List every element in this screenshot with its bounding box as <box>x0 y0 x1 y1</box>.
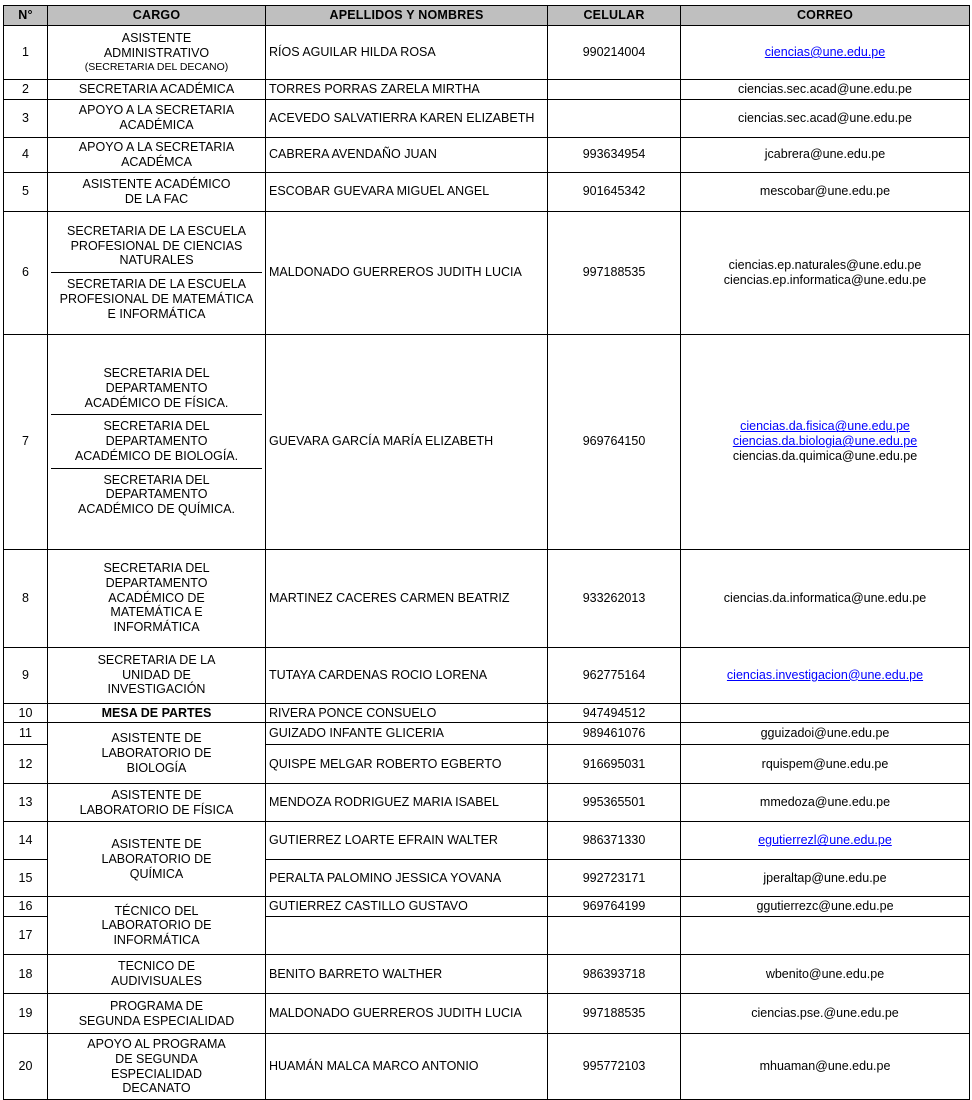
column-header-numero: N° <box>4 6 48 26</box>
cargo-line: DEPARTAMENTO <box>105 575 208 590</box>
column-header-correo: CORREO <box>681 6 970 26</box>
cell-correo <box>681 137 970 172</box>
cargo-line: SECRETARIA ACADÉMICA <box>78 81 235 96</box>
cell-correo <box>681 860 970 897</box>
cargo-line: INVESTIGACIÓN <box>107 682 206 697</box>
cargo-line: ASISTENTE DE <box>111 788 202 802</box>
cargo-line: ASISTENTE DE <box>111 837 202 852</box>
cargo-line: BIOLOGÍA <box>126 760 187 775</box>
cargo-line: DE LA FAC <box>124 191 189 206</box>
cargo-subcell: SECRETARIA DE LA ESCUELA PROFESIONAL DE MATEMÁTICA E INFORMÁTICA <box>51 272 262 325</box>
cell-numero: 5 <box>4 172 48 211</box>
cell-correo <box>681 745 970 784</box>
cargo-line: APOYO AL PROGRAMA <box>87 1037 226 1051</box>
cell-celular: 962775164 <box>548 647 681 703</box>
cell-apellidos-nombres: MARTINEZ CACERES CARMEN BEATRIZ <box>266 549 548 647</box>
table-row <box>4 25 970 79</box>
cell-apellidos-nombres: CABRERA AVENDAÑO JUAN <box>266 137 548 172</box>
cell-celular: 993634954 <box>548 137 681 172</box>
cell-apellidos-nombres <box>266 917 548 955</box>
cell-apellidos-nombres: GUTIERREZ CASTILLO GUSTAVO <box>266 897 548 917</box>
cargo-line: ASISTENTE ACADÉMICO <box>82 176 231 191</box>
cell-celular <box>548 917 681 955</box>
table-row <box>4 703 970 723</box>
cell-numero: 17 <box>4 917 48 955</box>
cell-numero: 20 <box>4 1034 48 1100</box>
cell-apellidos-nombres: RIVERA PONCE CONSUELO <box>266 703 548 723</box>
email-text: ggutierrezc@une.edu.pe <box>756 899 894 914</box>
cell-correo <box>681 784 970 822</box>
cell-numero: 3 <box>4 99 48 137</box>
email-text: jperaltap@une.edu.pe <box>763 870 887 885</box>
cell-numero: 13 <box>4 784 48 822</box>
cell-apellidos-nombres: GUEVARA GARCÍA MARÍA ELIZABETH <box>266 334 548 549</box>
cell-numero: 14 <box>4 822 48 860</box>
cargo-line: TÉCNICO DEL <box>114 903 199 918</box>
cell-apellidos-nombres: HUAMÁN MALCA MARCO ANTONIO <box>266 1034 548 1100</box>
table-row <box>4 822 970 860</box>
email-text: ciencias.pse.@une.edu.pe <box>751 1006 899 1021</box>
table-row <box>4 137 970 172</box>
cargo-subcell: SECRETARIA DEL DEPARTAMENTO ACADÉMICO DE QUÍMICA. <box>51 468 262 521</box>
cargo-line: ACADÉMICO DE <box>108 590 205 605</box>
cell-celular: 901645342 <box>548 172 681 211</box>
cell-numero: 15 <box>4 860 48 897</box>
cell-celular: 969764150 <box>548 334 681 549</box>
cell-cargo <box>48 955 266 994</box>
table-row <box>4 172 970 211</box>
email-text: gguizadoi@une.edu.pe <box>760 726 890 741</box>
email-text: ciencias.ep.naturales@une.edu.pe <box>728 257 922 272</box>
table-row <box>4 211 970 334</box>
cell-cargo <box>48 99 266 137</box>
cell-cargo <box>48 723 266 784</box>
cell-celular: 947494512 <box>548 703 681 723</box>
cell-cargo <box>48 647 266 703</box>
column-header-apellidos-nombres: APELLIDOS Y NOMBRES <box>266 6 548 26</box>
column-header-celular: CELULAR <box>548 6 681 26</box>
cargo-line: DECANATO <box>122 1081 191 1096</box>
cell-apellidos-nombres: GUTIERREZ LOARTE EFRAIN WALTER <box>266 822 548 860</box>
cargo-line: PROGRAMA DE <box>109 998 204 1013</box>
table-row <box>4 549 970 647</box>
cargo-line: QUÍMICA <box>129 866 184 881</box>
email-text: ciencias.da.quimica@une.edu.pe <box>732 448 918 463</box>
cell-numero: 4 <box>4 137 48 172</box>
cargo-note: (SECRETARIA DEL DECANO) <box>84 60 229 73</box>
cell-numero: 19 <box>4 994 48 1034</box>
cell-correo <box>681 647 970 703</box>
cargo-line: SECRETARIA DE LA <box>97 652 216 667</box>
table-row <box>4 647 970 703</box>
cell-cargo <box>48 784 266 822</box>
cell-apellidos-nombres: MENDOZA RODRIGUEZ MARIA ISABEL <box>266 784 548 822</box>
column-header-cargo: CARGO <box>48 6 266 26</box>
email-text: ciencias.sec.acad@une.edu.pe <box>738 81 912 96</box>
cell-correo <box>681 99 970 137</box>
cargo-line: INFORMÁTICA <box>113 933 200 947</box>
table-row <box>4 994 970 1034</box>
cargo-line: ASISTENTE <box>121 31 192 46</box>
cell-cargo <box>48 1034 266 1100</box>
cargo-subcell: SECRETARIA DEL DEPARTAMENTO ACADÉMICO DE FÍSICA. <box>84 366 229 410</box>
email-text: mmedoza@une.edu.pe <box>759 795 891 810</box>
cell-correo <box>681 1034 970 1100</box>
cargo-line: INFORMÁTICA <box>113 620 200 635</box>
email-text: ciencias.sec.acad@une.edu.pe <box>738 110 912 125</box>
email-text: ciencias.da.informatica@une.edu.pe <box>723 590 927 605</box>
cargo-subcell: SECRETARIA DEL DEPARTAMENTO ACADÉMICO DE BIOLOGÍA. <box>51 414 262 467</box>
table-row <box>4 334 970 549</box>
cell-correo <box>681 822 970 860</box>
cell-cargo <box>48 79 266 99</box>
cell-numero: 8 <box>4 549 48 647</box>
cargo-line: ASISTENTE DE <box>111 731 202 746</box>
cell-celular <box>548 79 681 99</box>
cell-correo <box>681 994 970 1034</box>
cargo-line: DE SEGUNDA <box>115 1051 198 1066</box>
cargo-line: APOYO A LA SECRETARIA <box>78 103 235 118</box>
table-row <box>4 99 970 137</box>
table-row <box>4 955 970 994</box>
cell-celular: 997188535 <box>548 994 681 1034</box>
table-row <box>4 79 970 99</box>
cell-apellidos-nombres: QUISPE MELGAR ROBERTO EGBERTO <box>266 745 548 784</box>
cell-cargo <box>48 549 266 647</box>
cell-correo <box>681 955 970 994</box>
cell-apellidos-nombres: RÍOS AGUILAR HILDA ROSA <box>266 25 548 79</box>
cell-celular: 986371330 <box>548 822 681 860</box>
cargo-line: LABORATORIO DE <box>101 851 212 866</box>
cell-apellidos-nombres: MALDONADO GUERREROS JUDITH LUCIA <box>266 211 548 334</box>
email-text: ciencias.ep.informatica@une.edu.pe <box>723 272 927 287</box>
cell-celular: 995365501 <box>548 784 681 822</box>
cell-apellidos-nombres: ACEVEDO SALVATIERRA KAREN ELIZABETH <box>266 99 548 137</box>
email-link[interactable]: ciencias@une.edu.pe <box>764 44 886 59</box>
cell-celular: 916695031 <box>548 745 681 784</box>
cargo-line: SEGUNDA ESPECIALIDAD <box>78 1013 235 1028</box>
cargo-line: ACADÉMICA <box>119 118 194 132</box>
cell-numero: 9 <box>4 647 48 703</box>
cargo-line: AUDIVISUALES <box>110 974 202 988</box>
cell-cargo <box>48 137 266 172</box>
cell-celular: 986393718 <box>548 955 681 994</box>
cell-numero: 10 <box>4 703 48 723</box>
cell-celular: 990214004 <box>548 25 681 79</box>
cell-cargo <box>48 897 266 955</box>
cell-apellidos-nombres: TUTAYA CARDENAS ROCIO LORENA <box>266 647 548 703</box>
cargo-line: LABORATORIO DE <box>101 745 212 760</box>
header-row <box>4 6 970 26</box>
email-link[interactable]: ciencias.da.biologia@une.edu.pe <box>732 434 918 449</box>
email-link[interactable]: egutierrezl@une.edu.pe <box>758 833 892 848</box>
email-text: rquispem@une.edu.pe <box>761 756 889 771</box>
cell-correo <box>681 25 970 79</box>
cell-numero: 18 <box>4 955 48 994</box>
cargo-line: UNIDAD DE <box>122 667 191 682</box>
cell-apellidos-nombres: MALDONADO GUERREROS JUDITH LUCIA <box>266 994 548 1034</box>
email-text: mhuaman@une.edu.pe <box>759 1059 891 1074</box>
cell-apellidos-nombres: BENITO BARRETO WALTHER <box>266 955 548 994</box>
cell-correo <box>681 917 970 955</box>
table-row <box>4 784 970 822</box>
cell-numero: 1 <box>4 25 48 79</box>
cargo-subcell: SECRETARIA DE LA ESCUELA PROFESIONAL DE CIENCIAS NATURALES <box>67 223 246 268</box>
cell-cargo <box>48 822 266 897</box>
cell-correo <box>681 79 970 99</box>
cell-correo <box>681 897 970 917</box>
cargo-line: MESA DE PARTES <box>101 705 212 720</box>
cell-celular: 995772103 <box>548 1034 681 1100</box>
cargo-line: LABORATORIO DE FÍSICA <box>79 802 234 817</box>
cell-numero: 16 <box>4 897 48 917</box>
cargo-line: ACADÉMCA <box>121 154 192 169</box>
email-link[interactable]: ciencias.investigacion@une.edu.pe <box>726 667 924 682</box>
email-link[interactable]: ciencias.da.fisica@une.edu.pe <box>740 419 910 434</box>
cell-correo <box>681 549 970 647</box>
cell-correo <box>681 703 970 723</box>
table-row <box>4 1034 970 1100</box>
cell-numero: 6 <box>4 211 48 334</box>
cell-apellidos-nombres: TORRES PORRAS ZARELA MIRTHA <box>266 79 548 99</box>
directory-table <box>3 5 970 1100</box>
cell-celular: 969764199 <box>548 897 681 917</box>
cell-numero: 11 <box>4 723 48 745</box>
cell-cargo <box>48 334 266 549</box>
cargo-line: LABORATORIO DE <box>101 918 212 933</box>
email-text: wbenito@une.edu.pe <box>765 966 885 981</box>
cargo-line: TECNICO DE <box>117 959 196 974</box>
cargo-line: SECRETARIA DEL <box>103 561 210 576</box>
cell-numero: 2 <box>4 79 48 99</box>
table-body <box>4 25 970 1099</box>
cell-celular: 933262013 <box>548 549 681 647</box>
cell-apellidos-nombres: PERALTA PALOMINO JESSICA YOVANA <box>266 860 548 897</box>
cargo-line: APOYO A LA SECRETARIA <box>78 139 235 154</box>
cell-correo <box>681 334 970 549</box>
cell-numero: 12 <box>4 745 48 784</box>
email-text: mescobar@une.edu.pe <box>759 184 891 199</box>
cell-cargo <box>48 172 266 211</box>
cargo-line: ADMINISTRATIVO <box>103 46 210 61</box>
cargo-line: MATEMÁTICA E <box>110 605 203 620</box>
cell-correo <box>681 723 970 745</box>
table-row <box>4 723 970 745</box>
table-header <box>4 6 970 26</box>
cell-celular: 989461076 <box>548 723 681 745</box>
cell-apellidos-nombres: GUIZADO INFANTE GLICERIA <box>266 723 548 745</box>
cell-celular <box>548 99 681 137</box>
cell-cargo <box>48 994 266 1034</box>
cell-cargo <box>48 703 266 723</box>
cell-apellidos-nombres: ESCOBAR GUEVARA MIGUEL ANGEL <box>266 172 548 211</box>
cell-correo <box>681 211 970 334</box>
cell-correo <box>681 172 970 211</box>
email-text: jcabrera@une.edu.pe <box>764 147 886 162</box>
table-row <box>4 897 970 917</box>
cell-cargo <box>48 211 266 334</box>
cell-numero: 7 <box>4 334 48 549</box>
cargo-line: ESPECIALIDAD <box>110 1066 202 1081</box>
cell-celular: 992723171 <box>548 860 681 897</box>
cell-celular: 997188535 <box>548 211 681 334</box>
cell-cargo <box>48 25 266 79</box>
